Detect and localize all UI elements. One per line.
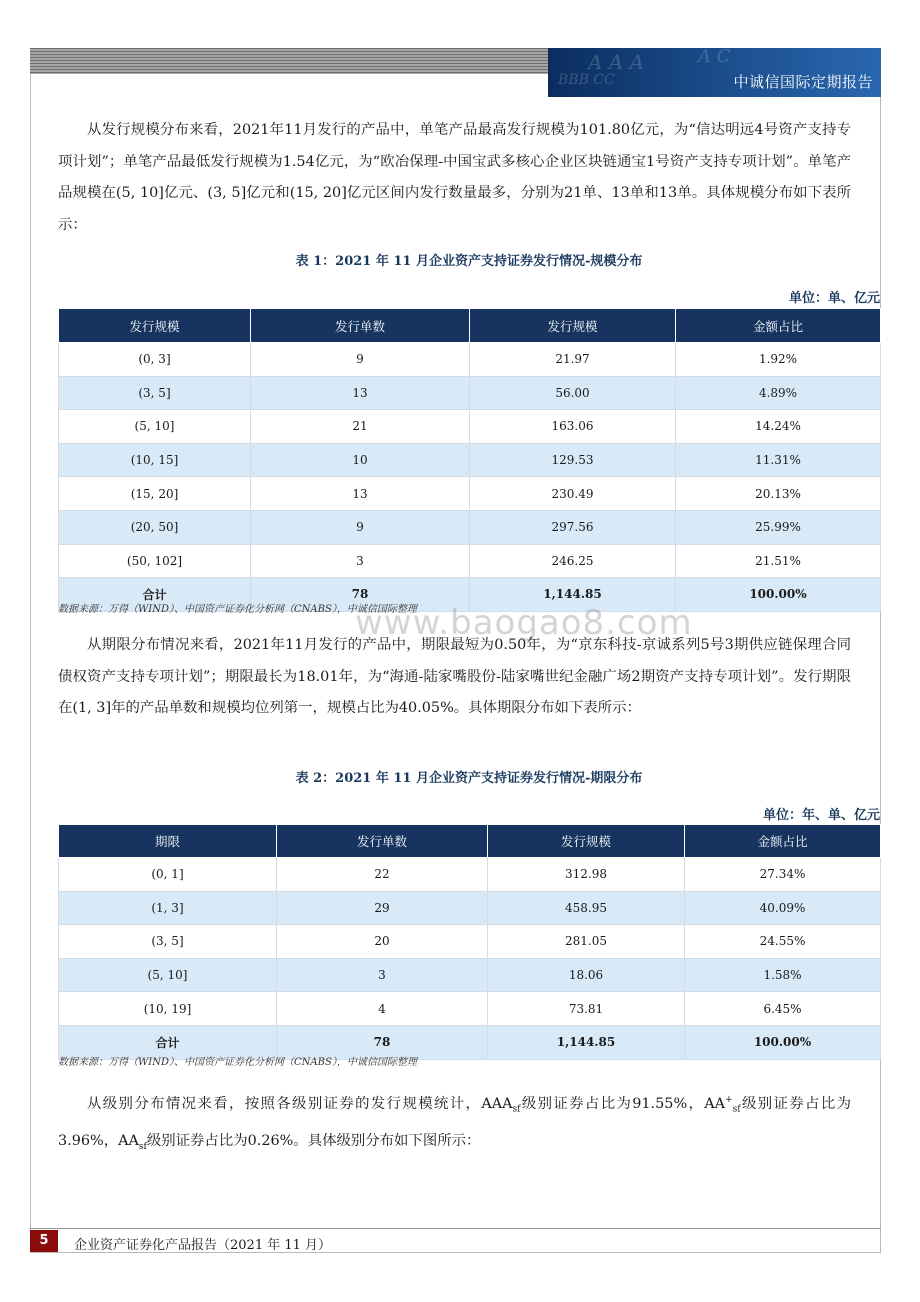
table-cell: 1.92% xyxy=(676,343,881,377)
table-cell: 合计 xyxy=(59,1025,277,1059)
table-cell: 4 xyxy=(277,992,488,1026)
table-row xyxy=(59,891,881,925)
table-cell: 14.24% xyxy=(676,410,881,444)
table-cell: 297.56 xyxy=(470,510,676,544)
table-row xyxy=(59,510,881,544)
paragraph-scale-distribution: 从发行规模分布来看，2021年11月发行的产品中，单笔产品最高发行规模为101.80亿元，为“信达明远4号资产支持专项计划”；单笔产品最低发行规模为1.54亿元，为“欧冶保理-中国宝武多核心企业区块链通宝1号资产支持专项计划”。单笔产品规模在(5, 10]亿元、(3, 5]亿元和(15, 20]亿元区间内发行数量最多，分别为21单、13单和13单。具体规模分布如下表所示： xyxy=(58,122,851,233)
header-band xyxy=(548,48,881,97)
table-row xyxy=(59,443,881,477)
table-cell: (20, 50] xyxy=(59,510,251,544)
text-span: 级别证券占比为3.96%， xyxy=(58,1095,851,1150)
text-span: 从级别分布情况来看，按照各级别证券的发行规模统计， xyxy=(87,1095,482,1112)
rating-subscript: sf xyxy=(138,1142,147,1153)
table-cell: (10, 15] xyxy=(59,443,251,477)
table-cell: 78 xyxy=(251,578,470,612)
table-cell: 40.09% xyxy=(685,891,881,925)
rating-label: AA xyxy=(118,1133,139,1150)
table-cell: 21 xyxy=(251,410,470,444)
table-cell: 4.89% xyxy=(676,376,881,410)
table1-unit: 单位：单、亿元 xyxy=(788,291,880,306)
table-cell: 281.05 xyxy=(488,925,685,959)
paragraph-rating-distribution xyxy=(58,1085,851,1164)
table-cell: 10 xyxy=(251,443,470,477)
table-cell: 22 xyxy=(277,858,488,892)
text-span: 级别证券占比为91.55%， xyxy=(520,1095,705,1112)
header-decoration: A C xyxy=(698,48,731,67)
column-header: 期限 xyxy=(59,825,277,858)
table-term-distribution xyxy=(58,824,881,1060)
column-header: 发行单数 xyxy=(277,825,488,858)
table-cell: 11.31% xyxy=(676,443,881,477)
column-header: 金额占比 xyxy=(685,825,881,858)
table-cell: (10, 19] xyxy=(59,992,277,1026)
page-number: 5 xyxy=(30,1230,58,1252)
rating-label: AAA xyxy=(481,1095,513,1112)
table1-title: 表 1：2021 年 11 月企业资产支持证券发行情况-规模分布 xyxy=(295,254,643,269)
rating-superscript: + xyxy=(725,1095,733,1105)
table-cell: 21.97 xyxy=(470,343,676,377)
rating-label: AA xyxy=(704,1095,726,1112)
text-span: 级别证券占比为0.26%。具体级别分布如下图所示： xyxy=(146,1133,481,1150)
table-cell: 21.51% xyxy=(676,544,881,578)
table-cell: 1.58% xyxy=(685,958,881,992)
header-stripe xyxy=(30,48,550,74)
table-cell: (50, 102] xyxy=(59,544,251,578)
table-cell: 合计 xyxy=(59,578,251,612)
table-cell: 9 xyxy=(251,510,470,544)
table-cell: 312.98 xyxy=(488,858,685,892)
column-header: 发行规模 xyxy=(488,825,685,858)
rating-subscript: sf xyxy=(512,1104,521,1115)
table-row xyxy=(59,958,881,992)
watermark: www.baogao8.com xyxy=(355,603,693,643)
table-cell: (3, 5] xyxy=(59,376,251,410)
rating-subscript: sf xyxy=(732,1104,741,1115)
table1-source: 数据来源：万得（WIND）、中国资产证券化分析网（CNABS），中诚信国际整理 xyxy=(58,604,417,615)
table-cell: 458.95 xyxy=(488,891,685,925)
table-cell: 27.34% xyxy=(685,858,881,892)
column-header: 发行单数 xyxy=(251,309,470,343)
table-cell: 129.53 xyxy=(470,443,676,477)
table-cell: 100.00% xyxy=(685,1025,881,1059)
table-cell: 78 xyxy=(277,1025,488,1059)
table-cell: 1,144.85 xyxy=(488,1025,685,1059)
table-cell: (1, 3] xyxy=(59,891,277,925)
table-row xyxy=(59,477,881,511)
header-title: 中诚信国际定期报告 xyxy=(733,73,873,91)
column-header: 发行规模 xyxy=(59,309,251,343)
table-cell: 9 xyxy=(251,343,470,377)
table-header-row xyxy=(59,825,881,858)
table2-source: 数据来源：万得（WIND）、中国资产证券化分析网（CNABS），中诚信国际整理 xyxy=(58,1057,417,1068)
table-cell: 163.06 xyxy=(470,410,676,444)
header-decoration: A A A xyxy=(588,50,645,74)
table-row xyxy=(59,992,881,1026)
table-scale-distribution xyxy=(58,308,881,612)
table-cell: 56.00 xyxy=(470,376,676,410)
table-cell: 13 xyxy=(251,376,470,410)
table-row xyxy=(59,343,881,377)
table2-title: 表 2：2021 年 11 月企业资产支持证券发行情况-期限分布 xyxy=(295,771,643,786)
table-cell: 3 xyxy=(277,958,488,992)
table-cell: (0, 3] xyxy=(59,343,251,377)
table2-unit: 单位：年、单、亿元 xyxy=(762,808,880,823)
footer-divider xyxy=(30,1228,881,1229)
table-row xyxy=(59,544,881,578)
header-decoration: BBB CC xyxy=(558,72,615,88)
table-row xyxy=(59,410,881,444)
table-cell: (5, 10] xyxy=(59,958,277,992)
footer-title: 企业资产证券化产品报告（2021 年 11 月） xyxy=(74,1238,332,1253)
table-cell: 246.25 xyxy=(470,544,676,578)
table-cell: 1,144.85 xyxy=(470,578,676,612)
table-row xyxy=(59,858,881,892)
column-header: 金额占比 xyxy=(676,309,881,343)
table-cell: 20 xyxy=(277,925,488,959)
column-header: 发行规模 xyxy=(470,309,676,343)
table-cell: 24.55% xyxy=(685,925,881,959)
table-cell: 6.45% xyxy=(685,992,881,1026)
table-cell: 29 xyxy=(277,891,488,925)
table-cell: 230.49 xyxy=(470,477,676,511)
table-cell: 18.06 xyxy=(488,958,685,992)
table-cell: 13 xyxy=(251,477,470,511)
table-cell: (0, 1] xyxy=(59,858,277,892)
paragraph-term-distribution: 从期限分布情况来看，2021年11月发行的产品中，期限最短为0.50年，为“京东科技-京诚系列5号3期供应链保理合同债权资产支持专项计划”；期限最长为18.01年，为“海通-陆家嘴股份-陆家嘴世纪金融广场2期资产支持专项计划”。发行期限在(1, 3]年的产品单数和规模均位列第一，规模占比为40.05%。具体期限分布如下表所示： xyxy=(58,637,851,716)
table-row xyxy=(59,376,881,410)
table-cell: 100.00% xyxy=(676,578,881,612)
table-cell: (15, 20] xyxy=(59,477,251,511)
table-cell: 20.13% xyxy=(676,477,881,511)
table-cell: (3, 5] xyxy=(59,925,277,959)
table-cell: (5, 10] xyxy=(59,410,251,444)
table-cell: 25.99% xyxy=(676,510,881,544)
table-row xyxy=(59,925,881,959)
table-header-row xyxy=(59,309,881,343)
table-cell: 3 xyxy=(251,544,470,578)
table-cell: 73.81 xyxy=(488,992,685,1026)
